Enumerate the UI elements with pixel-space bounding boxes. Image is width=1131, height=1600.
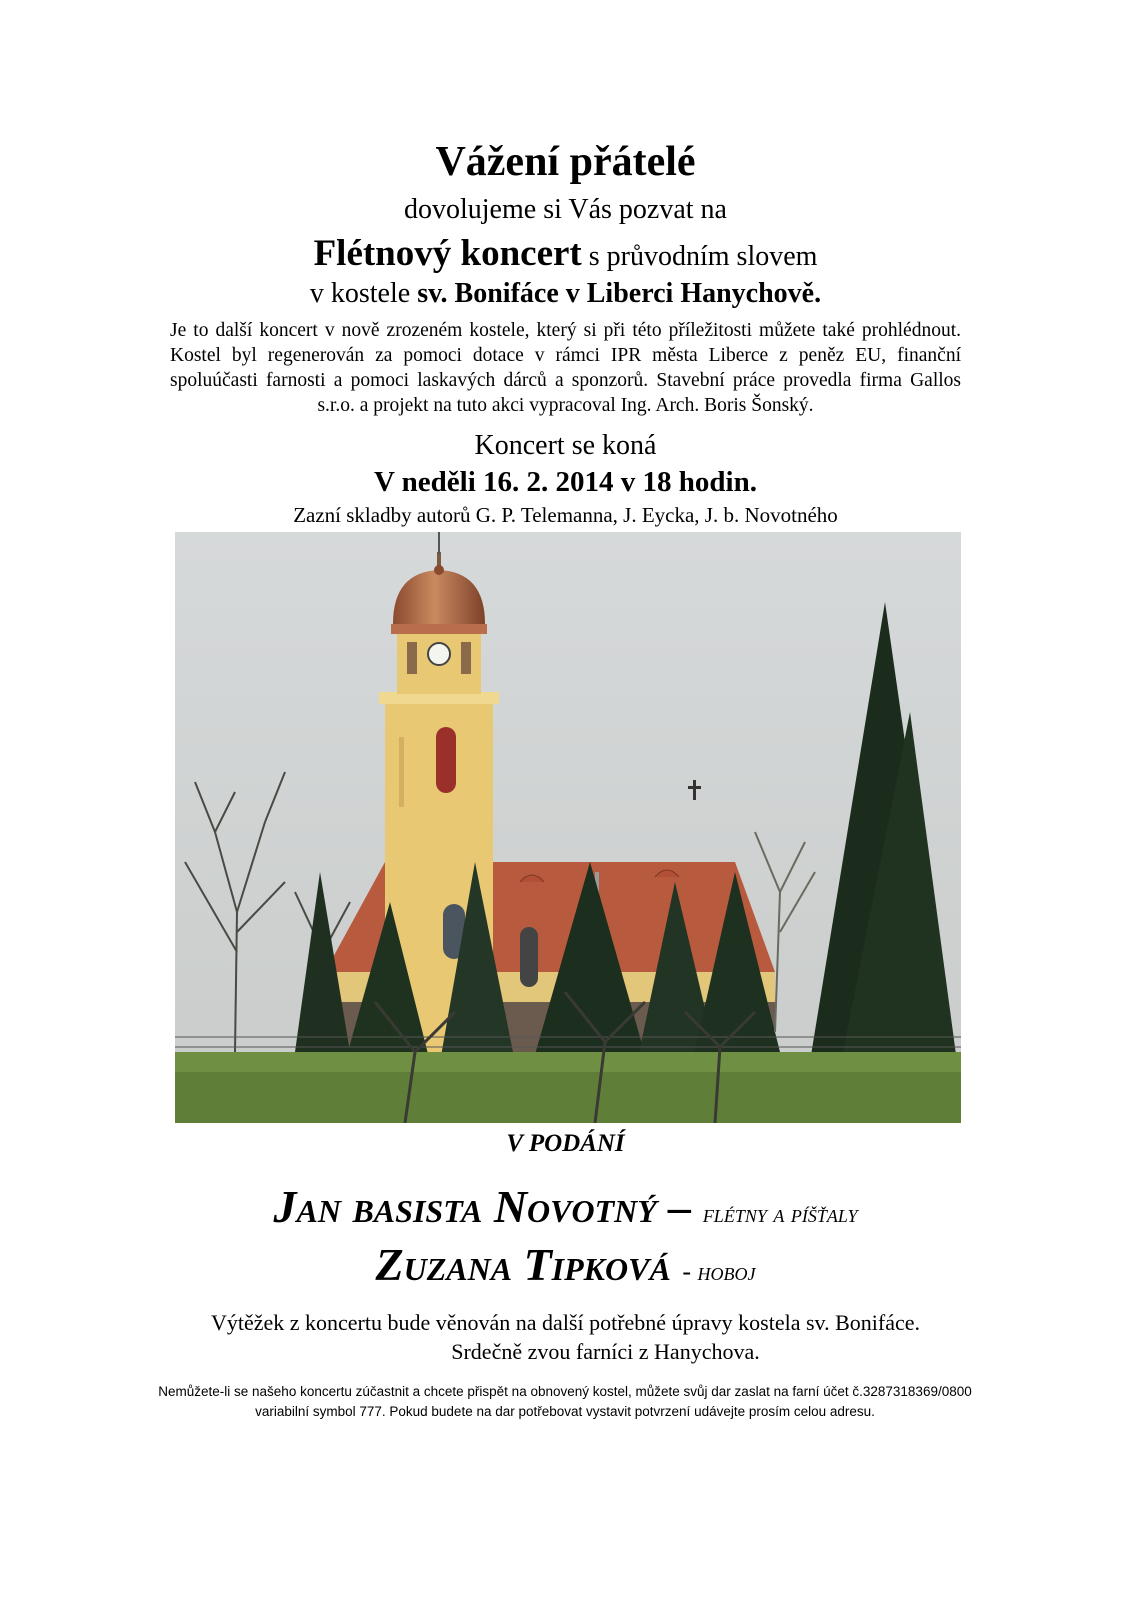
concert-title-line	[0, 232, 1131, 275]
proceeds-text: Výtěžek z koncertu bude věnován na další potřebné úpravy kostela sv. Bonifáce.	[210, 1310, 921, 1335]
greeting-heading: Vážení přátelé	[435, 139, 696, 185]
closing-invite: Srdečně zvou farníci z Hanychova.	[451, 1339, 760, 1364]
venue-heading: Koncert se koná	[474, 430, 657, 461]
church-name: sv. Bonifáce v Liberci Hanychově.	[417, 278, 822, 309]
donation-note: Nemůžete-li se našeho koncertu zúčastnit a chcete přispět na obnovený kostel, můžete svůj dar zaslat na farní účet č.3287318369/0800 variabilní symbol 777. Pokud budete na dar potřebovat vystavit potvrzení udávejte prosím celou adresu.	[158, 1384, 972, 1419]
church-line	[0, 278, 1131, 310]
church-prefix: v kostele	[309, 278, 411, 309]
performer-1-name: Jan basista Novotný –	[273, 1181, 692, 1232]
performer-2-instrument: - hoboj	[682, 1257, 756, 1286]
date-time: V neděli 16. 2. 2014 v 18 hodin.	[374, 466, 757, 498]
concert-title-suffix: s průvodním slovem	[588, 241, 818, 272]
invite-text: dovolujeme si Vás pozvat na	[404, 194, 727, 225]
performers-heading: V PODÁNÍ	[506, 1130, 625, 1157]
composers-line: Zazní skladby autorů G. P. Telemanna, J. Eycka, J. b. Novotného	[293, 503, 838, 527]
description-paragraph: Je to další koncert v nově zrozeném kostele, který si při této příležitosti můžete také prohlédnout. Kostel byl regenerován za pomoci dotace v rámci IPR města Liberce z peněz EU, finanční spoluúčasti farnosti a pomoci laskavých dárců a sponzorů. Stavební práce provedla firma Gallos s.r.o. a projekt na tuto akci vypracoval Ing. Arch. Boris Šonský.	[170, 320, 961, 416]
performer-2	[0, 1238, 1131, 1291]
church-photo	[175, 532, 961, 1123]
performer-2-name: Zuzana Tipková	[375, 1239, 671, 1290]
concert-title: Flétnový koncert	[313, 233, 582, 274]
performer-1-instrument: flétny a píšťaly	[702, 1199, 858, 1228]
performer-1	[0, 1180, 1131, 1233]
